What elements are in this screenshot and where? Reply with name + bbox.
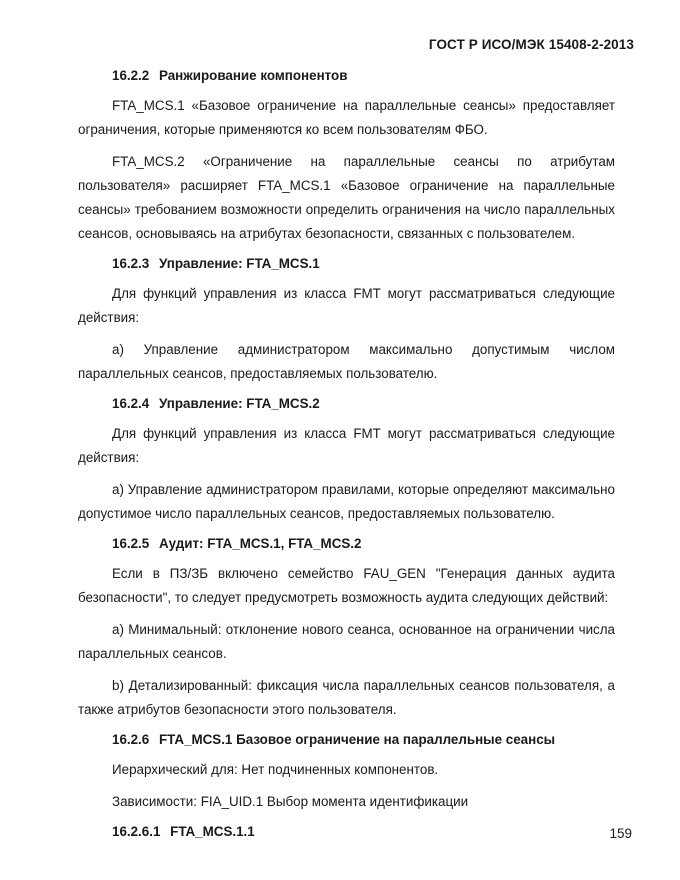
list-item: а) Управление администратором максимально допустимым числом параллельных сеансов, предоставляемых пользователю.	[78, 342, 615, 381]
document-body	[78, 66, 615, 850]
section-heading-16-2-2	[78, 66, 615, 86]
section-title: Управление: FTA_MCS.1	[158, 256, 320, 271]
section-heading-16-2-6-1	[78, 822, 615, 842]
section-title: Управление: FTA_MCS.2	[158, 396, 320, 411]
paragraph: Зависимости: FIA_UID.1 Выбор момента идентификации	[112, 794, 469, 809]
list-item: а) Управление администратором правилами, которые определяют максимально допустимое число параллельных сеансов, предоставляемых пользователю.	[78, 482, 615, 521]
standard-header: ГОСТ Р ИСО/МЭК 15408-2-2013	[428, 37, 634, 52]
section-number: 16.2.6	[112, 732, 150, 747]
paragraph: Для функций управления из класса FMT могут рассматриваться следующие действия:	[78, 286, 615, 325]
section-number: 16.2.2	[112, 68, 150, 83]
paragraph: FTA_MCS.1 «Базовое ограничение на параллельные сеансы» предоставляет ограничения, которые применяются ко всем пользователям ФБО.	[78, 98, 615, 137]
section-title: FTA_MCS.1.1	[170, 824, 255, 839]
section-number: 16.2.5	[112, 536, 150, 551]
section-heading-16-2-3	[78, 254, 615, 274]
paragraph: Если в ПЗ/ЗБ включено семейство FAU_GEN "Генерация данных аудита безопасности", то следует предусмотреть возможность аудита следующих действий:	[78, 566, 615, 605]
list-item: b) Детализированный: фиксация числа параллельных сеансов пользователя, а также атрибутов безопасности этого пользователя.	[78, 678, 615, 717]
page-number: 159	[609, 826, 632, 841]
paragraph: FTA_MCS.2 «Ограничение на параллельные сеансы по атрибутам пользователя» расширяет FTA_MCS.1 «Базовое ограничение на параллельные сеансы» требованием возможности определить ограничения на число параллельных сеансов, основываясь на атрибутах безопасности, связанных с пользователем.	[78, 154, 615, 241]
section-number: 16.2.6.1	[112, 824, 161, 839]
section-heading-16-2-5	[78, 534, 615, 554]
paragraph: Иерархический для: Нет подчиненных компонентов.	[112, 762, 439, 777]
list-item: а) Минимальный: отклонение нового сеанса, основанное на ограничении числа параллельных сеансов.	[78, 622, 615, 661]
section-title: Аудит: FTA_MCS.1, FTA_MCS.2	[158, 536, 362, 551]
section-title: FTA_MCS.1 Базовое ограничение на параллельные сеансы	[158, 732, 556, 747]
section-number: 16.2.3	[112, 256, 150, 271]
paragraph: Для функций управления из класса FMT могут рассматриваться следующие действия:	[78, 426, 615, 465]
section-heading-16-2-4	[78, 394, 615, 414]
section-heading-16-2-6	[78, 730, 615, 750]
section-title: Ранжирование компонентов	[158, 68, 348, 83]
section-number: 16.2.4	[112, 396, 150, 411]
